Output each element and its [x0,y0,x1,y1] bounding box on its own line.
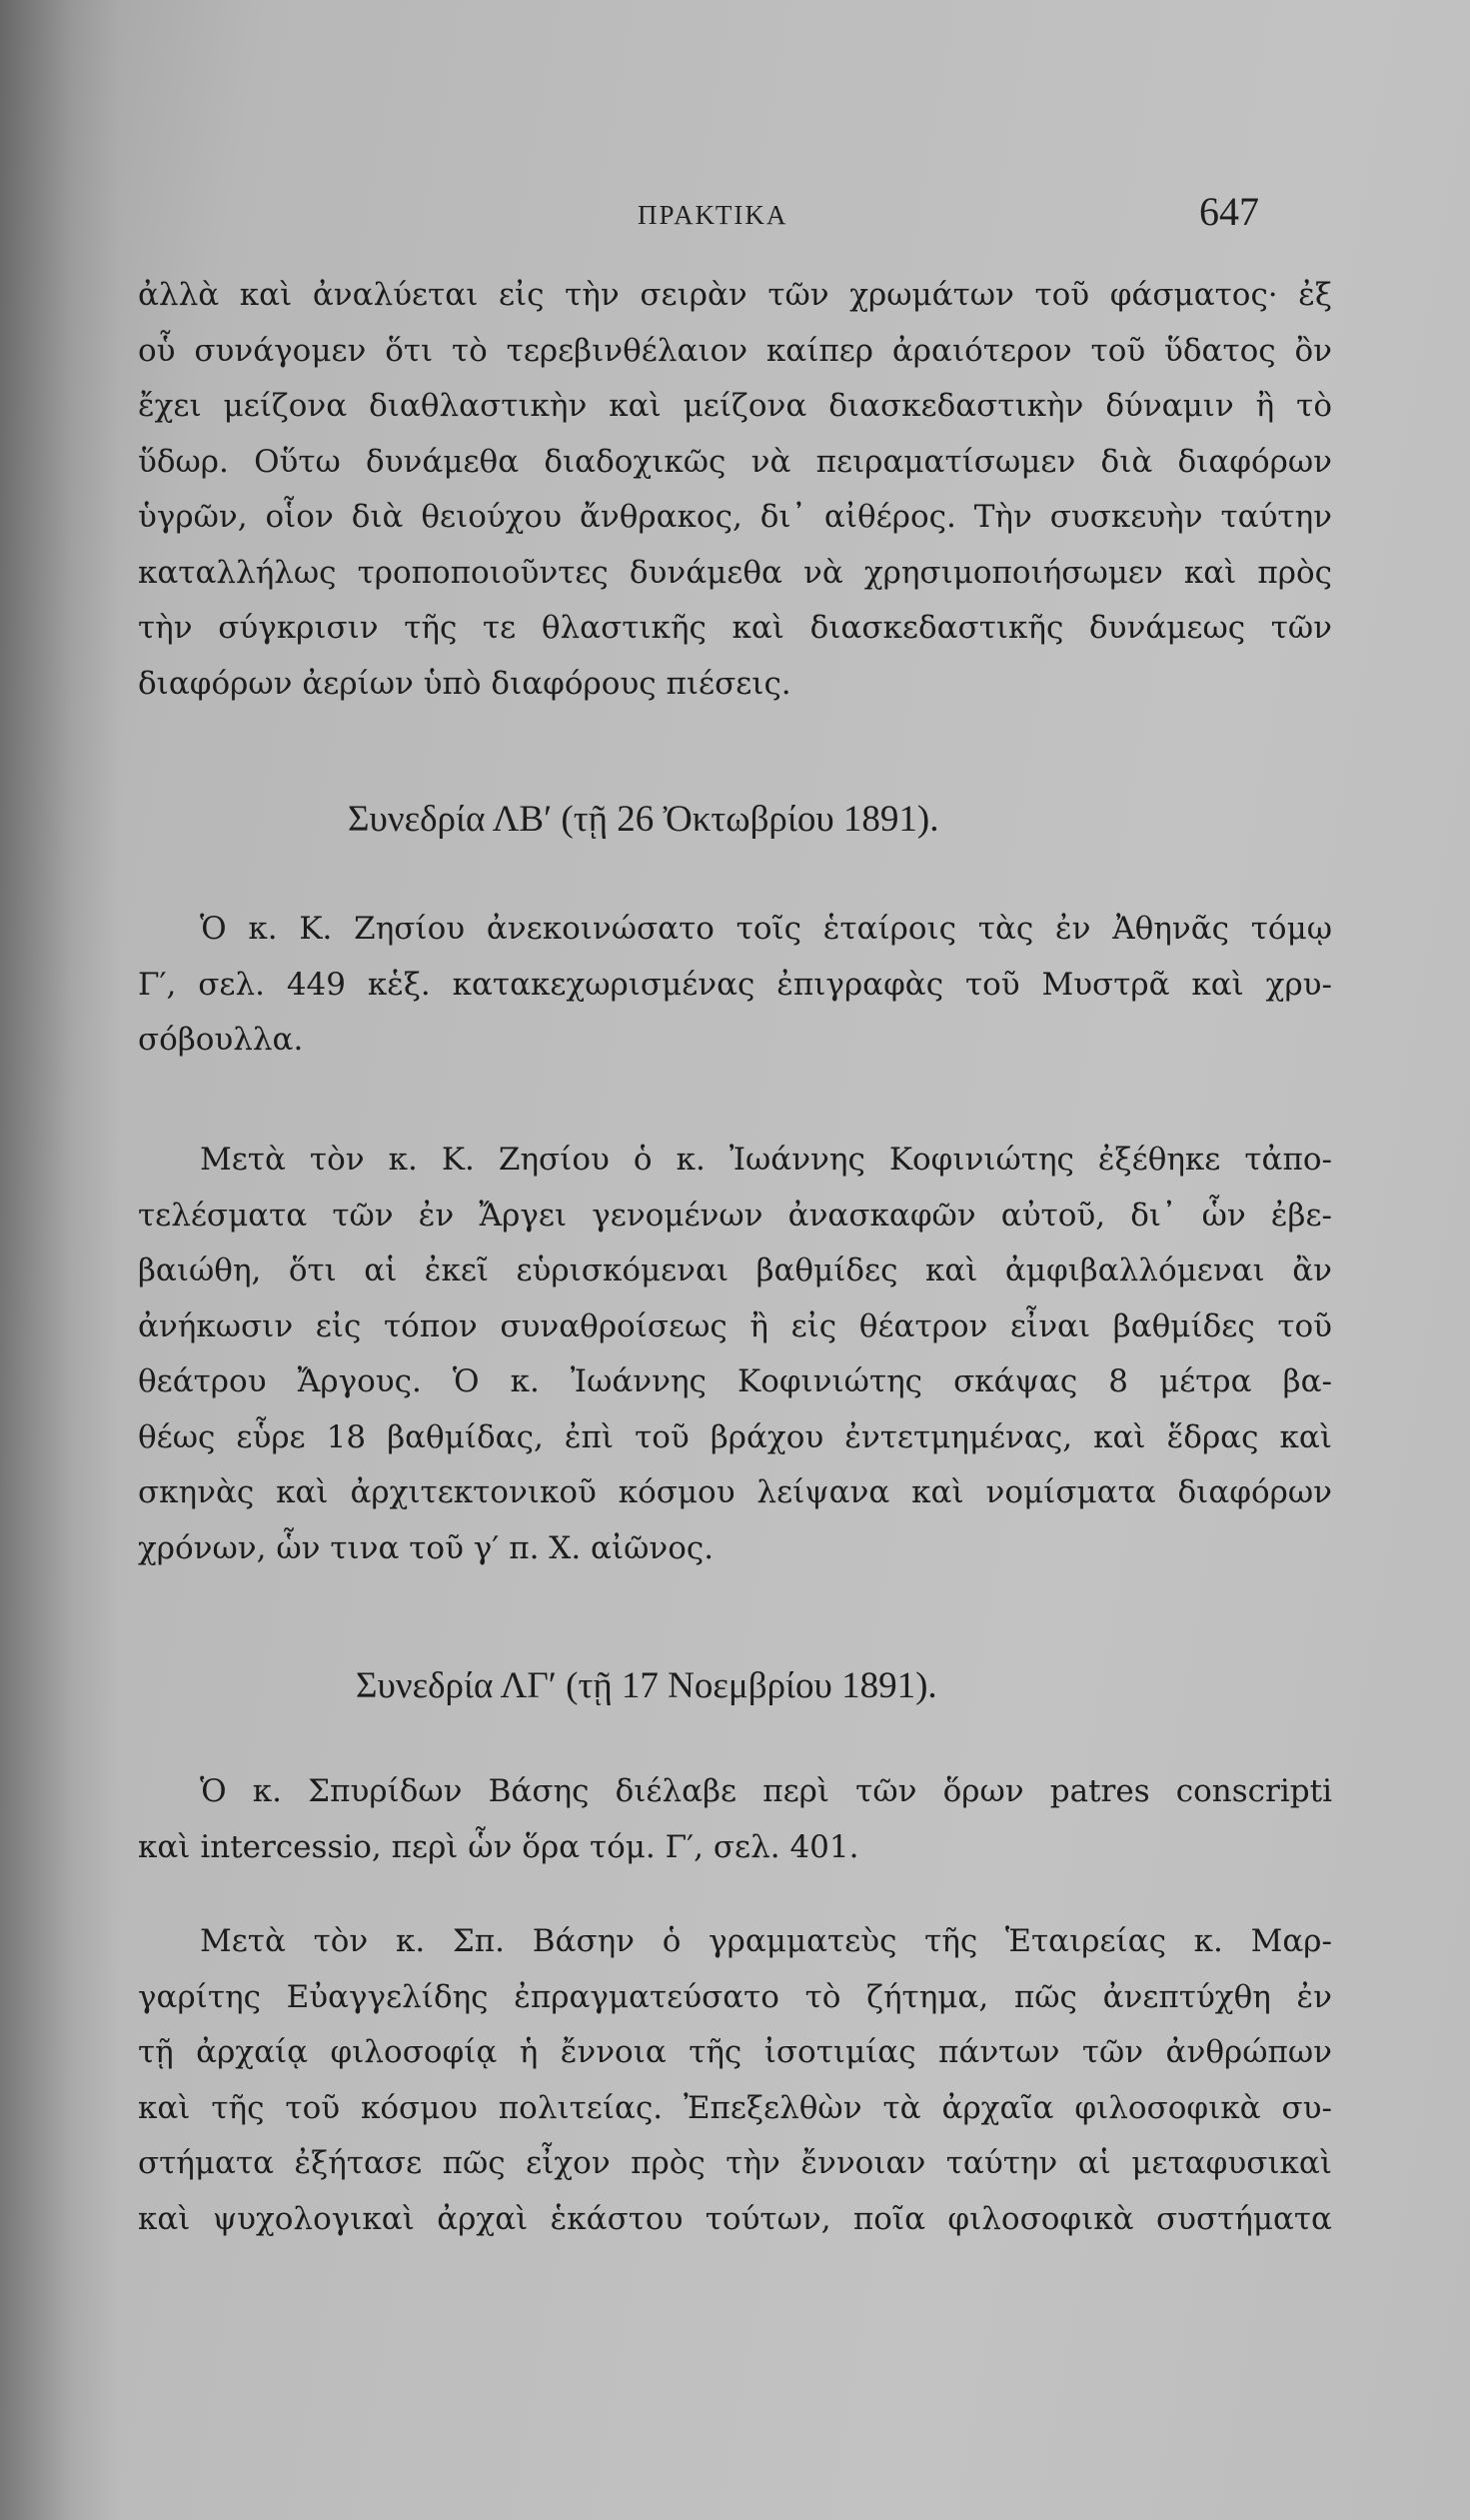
text-line: σκηνὰς καὶ ἀρχιτεκτονικοῦ κόσμου λείψανα καὶ νομίσματα διαφόρων [138,1474,1332,1510]
text-line: ἔχει μείζονα διαθλαστικὴν καὶ μείζονα διασκεδαστικὴν δύναμιν ἢ τὸ [138,388,1332,424]
text-line: Μετὰ τὸν κ. Σπ. Βάσην ὁ γραμματεὺς τῆς Ἑταιρείας κ. Μαρ- [200,1923,1332,1959]
text-line: ὑγρῶν, οἷον διὰ θειούχου ἄνθρακος, δι᾽ αἰθέρος. Τὴν συσκευὴν ταύτην [138,499,1332,535]
section-heading-1: Συνεδρία ΛΒ′ (τῇ 26 Ὀκτωβρίου 1891). [348,799,939,840]
text-line: καὶ intercessio, περὶ ὧν ὅρα τόμ. Γ′, σελ. 401. [138,1828,859,1865]
paragraph-1 [138,268,1332,712]
text-line: σόβουλλα. [138,1022,304,1058]
text-line: Γ′, σελ. 449 κἑξ. κατακεχωρισμένας ἐπιγραφὰς τοῦ Μυστρᾶ καὶ χρυ- [138,966,1332,1003]
text-line: καταλλήλως τροποποιοῦντες δυνάμεθα νὰ χρησιμοποιήσωμεν καὶ πρὸς [138,554,1332,591]
spine-shadow [0,0,120,2520]
text-line: Ὁ κ. Σπυρίδων Βάσης διέλαβε περὶ τῶν ὅρων patres conscripti [200,1773,1332,1809]
section-heading-2: Συνεδρία ΛΓ′ (τῇ 17 Νοεμβρίου 1891). [356,1665,937,1706]
text-line: βαιώθη, ὅτι αἱ ἐκεῖ εὑρισκόμεναι βαθμίδες καὶ ἀμφιβαλλόμεναι ἂν [138,1253,1332,1288]
text-line: τῇ ἀρχαίᾳ φιλοσοφίᾳ ἡ ἔννοια τῆς ἰσοτιμίας πάντων τῶν ἀνθρώπων [138,2034,1332,2070]
text-line: τὴν σύγκρισιν τῆς τε θλαστικῆς καὶ διασκεδαστικῆς δυνάμεως τῶν [138,610,1332,646]
text-line: καὶ τῆς τοῦ κόσμου πολιτείας. Ἐπεξελθὼν τὰ ἀρχαῖα φιλοσοφικὰ συ- [138,2089,1332,2126]
text-line: Ὁ κ. Κ. Ζησίου ἀνεκοινώσατο τοῖς ἑταίροις τὰς ἐν Ἀθηνᾶς τόμῳ [200,911,1332,947]
paragraph-3 [138,1133,1332,1576]
text-line: διαφόρων ἀερίων ὑπὸ διαφόρους πιέσεις. [138,665,791,702]
text-line: ὕδωρ. Οὕτω δυνάμεθα διαδοχικῶς νὰ πειραματίσωμεν διὰ διαφόρων [138,443,1332,480]
text-line: στήματα ἐξήτασε πῶς εἶχον πρὸς τὴν ἔννοιαν ταύτην αἱ μεταφυσικαὶ [138,2145,1332,2181]
text-line: γαρίτης Εὐαγγελίδης ἐπραγματεύσατο τὸ ζήτημα, πῶς ἀνεπτύχθη ἐν [138,1978,1332,2015]
text-line: ἀλλὰ καὶ ἀναλύεται εἰς τὴν σειρὰν τῶν χρωμάτων τοῦ φάσματος· ἐξ [138,277,1332,313]
paragraph-5 [138,1914,1332,2247]
running-head: ΠΡΑΚΤΙΚΑ [638,200,788,230]
text-line: θεάτρου Ἄργους. Ὁ κ. Ἰωάννης Κοφινιώτης σκάψας 8 μέτρα βα- [138,1363,1332,1399]
text-line: Μετὰ τὸν κ. Κ. Ζησίου ὁ κ. Ἰωάννης Κοφινιώτης ἐξέθηκε τἀπο- [200,1142,1332,1178]
page-number: 647 [1199,189,1259,234]
text-line: οὗ συνάγομεν ὅτι τὸ τερεβινθέλαιον καίπερ ἀραιότερον τοῦ ὕδατος ὂν [138,332,1332,369]
text-line: ἀνήκωσιν εἰς τόπον συναθροίσεως ἢ εἰς θέατρον εἶναι βαθμίδες τοῦ [138,1307,1332,1344]
paragraph-4 [138,1764,1332,1875]
paragraph-2 [138,902,1332,1069]
text-line: θέως εὗρε 18 βαθμίδας, ἐπὶ τοῦ βράχου ἐντετμημένας, καὶ ἕδρας καὶ [138,1418,1332,1455]
text-line: καὶ ψυχολογικαὶ ἀρχαὶ ἑκάστου τούτων, ποῖα φιλοσοφικὰ συστήματα [138,2200,1332,2237]
text-line: τελέσματα τῶν ἐν Ἄργει γενομένων ἀνασκαφῶν αὐτοῦ, δι᾽ ὧν ἐβε- [138,1197,1332,1234]
text-line: χρόνων, ὧν τινα τοῦ γ′ π. Χ. αἰῶνος. [138,1529,715,1566]
